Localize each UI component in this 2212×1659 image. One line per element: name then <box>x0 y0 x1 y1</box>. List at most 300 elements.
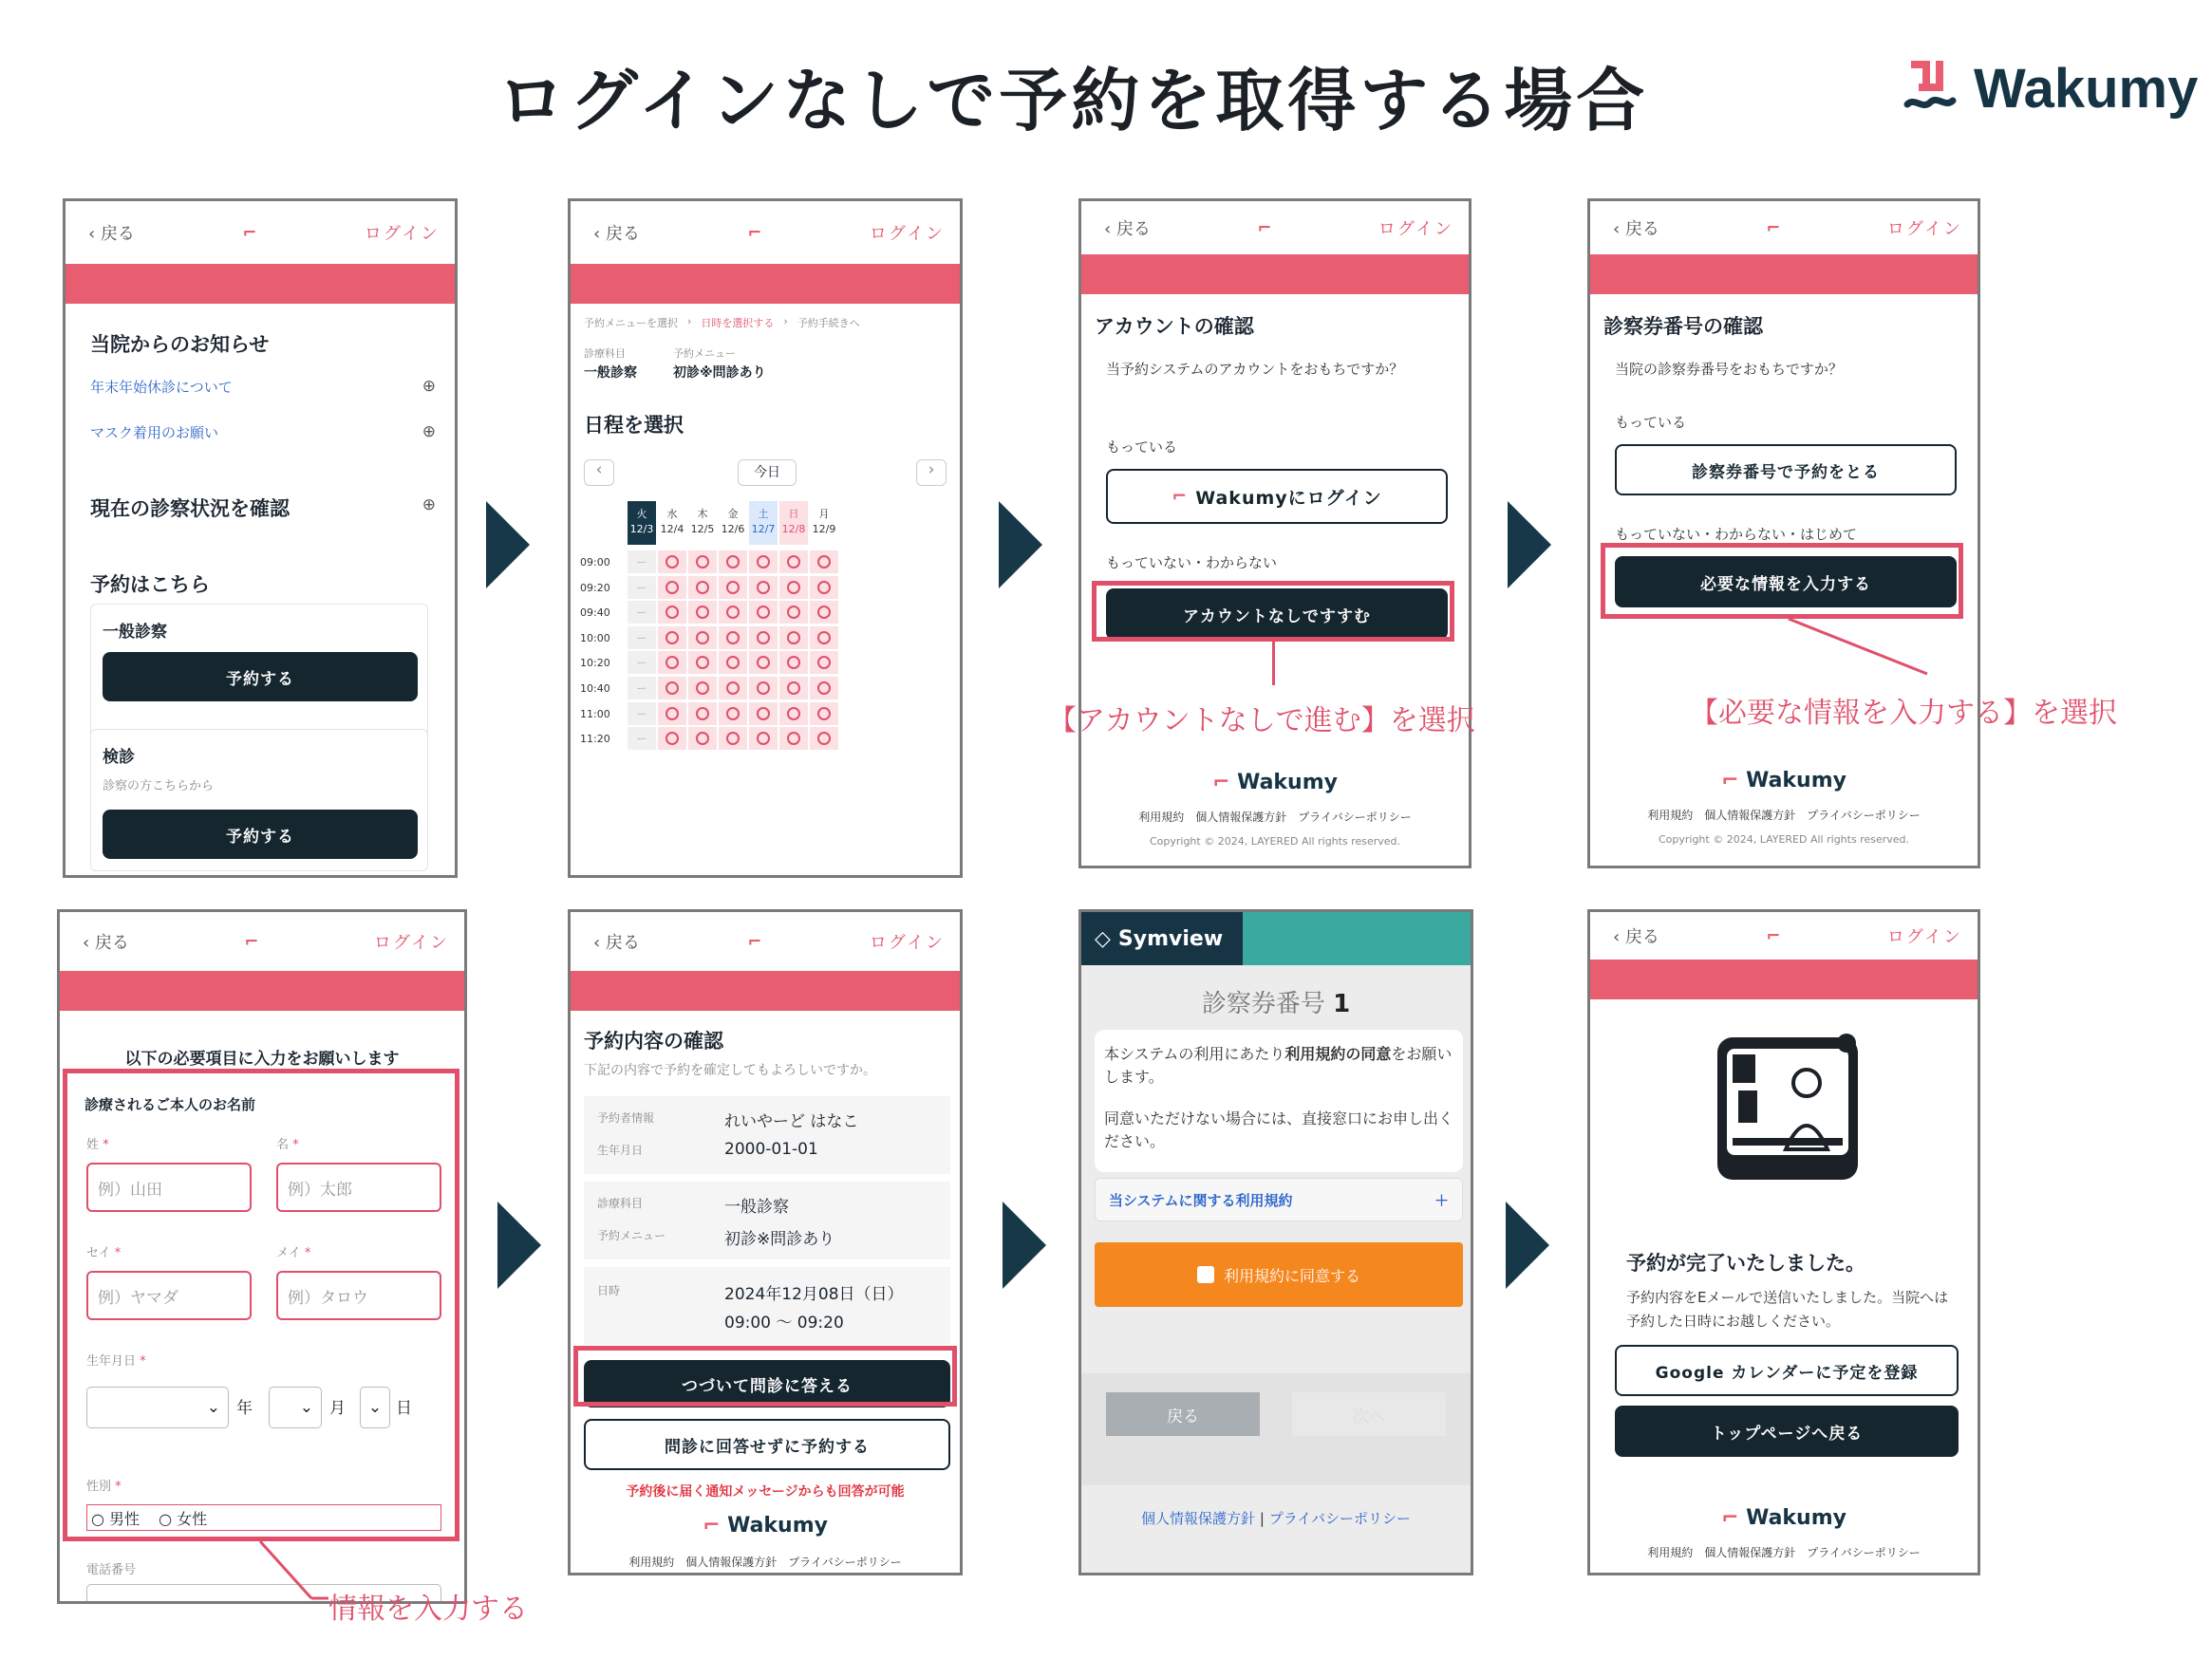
agree-checkbox-button[interactable] <box>1095 1242 1463 1307</box>
slot-available[interactable] <box>719 576 747 599</box>
footer-logo <box>571 1514 960 1538</box>
day-column-header <box>779 501 808 545</box>
wakumy-login-button[interactable] <box>1106 469 1448 524</box>
app-header <box>66 201 455 264</box>
slot-available[interactable] <box>688 626 717 649</box>
circle-icon <box>726 606 740 619</box>
summary-label: 予約メニュー <box>597 1229 666 1242</box>
callout-line <box>1272 642 1275 685</box>
copyright: Copyright © 2024, LAYERED All rights reserved. <box>1658 833 1910 846</box>
highlight-box <box>573 1346 957 1407</box>
have-label: もっている <box>1615 414 1687 431</box>
circle-icon <box>665 631 679 644</box>
account-question: 当予約システムのアカウントをおもちですか？ <box>1106 361 1404 378</box>
answer-questionnaire-button[interactable]: つづいて問診に答える <box>584 1360 950 1407</box>
circle-icon <box>757 555 770 569</box>
screen-schedule <box>568 198 963 878</box>
circle-icon <box>817 606 831 619</box>
date: 12/7 <box>751 523 776 535</box>
status-link[interactable]: 現在の診察状況を確認 <box>90 497 290 520</box>
circle-icon <box>696 681 709 695</box>
slot-closed: ー <box>628 626 656 649</box>
back-label: 戻る <box>605 933 640 953</box>
date: 12/5 <box>690 523 715 535</box>
card-question: 当院の診察券番号をおもちですか？ <box>1615 361 1843 378</box>
circle-icon <box>817 732 831 745</box>
login-link[interactable]: ログイン <box>373 933 449 953</box>
date: 12/4 <box>660 523 684 535</box>
flow-arrow <box>1003 1202 1046 1289</box>
circle-icon <box>726 555 740 569</box>
have-label: もっている <box>1106 438 1178 456</box>
slot-available[interactable] <box>810 601 838 624</box>
summary-value: 09:00 〜 09:20 <box>724 1314 844 1333</box>
circle-icon <box>787 707 800 720</box>
day-column-header <box>719 501 747 545</box>
notice-title: 当院からのお知らせ <box>90 333 270 356</box>
screen-home <box>63 198 458 878</box>
slot-available[interactable] <box>749 601 778 624</box>
slot-available[interactable] <box>749 702 778 725</box>
circle-icon <box>817 707 831 720</box>
menu-value: 初診※問診あり <box>673 365 766 381</box>
summary-value: 初診※問診あり <box>724 1230 835 1249</box>
wakumy-mark-icon: ⌐ <box>1766 217 1781 238</box>
nohave-label: もっていない・わからない <box>1106 554 1278 571</box>
account-heading: アカウントの確認 <box>1095 315 1254 338</box>
top-page-button[interactable]: トップページへ戻る <box>1615 1406 1959 1457</box>
card-heading: 診察券番号の確認 <box>1603 315 1763 338</box>
circle-icon <box>726 681 740 695</box>
back-link[interactable]: ‹ 戻る <box>593 933 640 953</box>
card-title: 検診 <box>103 748 135 767</box>
slot-available[interactable] <box>719 626 747 649</box>
app-header <box>60 912 464 971</box>
slot-available[interactable] <box>749 626 778 649</box>
footer-brand: Wakumy <box>727 1514 828 1538</box>
circle-icon <box>696 606 709 619</box>
slot-available[interactable] <box>719 550 747 573</box>
menu-card <box>90 729 428 871</box>
footer-logo <box>1590 1506 1978 1530</box>
day-column-header <box>658 501 686 545</box>
symview-header <box>1081 912 1471 965</box>
date: 12/9 <box>812 523 836 535</box>
login-link[interactable]: ログイン <box>1378 219 1453 239</box>
weekday: 金 <box>727 508 739 520</box>
checkbox-icon <box>1197 1266 1214 1283</box>
reserve-button[interactable]: 予約する <box>103 810 418 859</box>
screen-complete <box>1587 909 1980 1575</box>
slot-available[interactable] <box>688 601 717 624</box>
today-button[interactable]: 今日 <box>738 459 797 486</box>
slot-available[interactable] <box>719 651 747 674</box>
nohave-label: もっていない・わからない・はじめて <box>1615 526 1858 543</box>
screen-symview <box>1078 909 1473 1575</box>
next-button[interactable]: 次へ <box>1292 1392 1446 1436</box>
slot-available[interactable] <box>658 677 686 699</box>
copyright: Copyright © 2024, LAYERED All rights reserved. <box>1149 835 1401 848</box>
terms-accordion[interactable] <box>1095 1178 1463 1221</box>
field-label: 姓 * <box>86 1138 109 1152</box>
label-text: セイ <box>86 1246 111 1260</box>
menu-label: 予約メニュー <box>673 347 736 360</box>
login-link[interactable]: ログイン <box>1886 219 1962 239</box>
schedule-heading: 日程を選択 <box>584 414 684 437</box>
male-label: 男性 <box>109 1509 141 1528</box>
arrow-circle-icon: ⊕ <box>422 422 436 441</box>
notice-item[interactable]: 年末年始休診について <box>90 379 233 396</box>
circle-icon <box>726 707 740 720</box>
circle-icon <box>726 581 740 594</box>
slot-available[interactable] <box>749 550 778 573</box>
wakumy-mark-icon: ⌐ <box>747 222 762 243</box>
slot-available[interactable] <box>719 702 747 725</box>
slot-available[interactable] <box>779 651 808 674</box>
screen-account <box>1078 198 1472 868</box>
field-label: 名 * <box>276 1138 299 1152</box>
day-unit: 日 <box>396 1399 412 1418</box>
weekday: 日 <box>788 508 799 520</box>
form-section-title: 診療されるご本人のお名前 <box>84 1096 256 1113</box>
header-band <box>571 971 960 1011</box>
circle-icon <box>665 581 679 594</box>
confirm-sub: 下記の内容で予約を確定してもよろしいですか。 <box>584 1063 876 1078</box>
action-bar <box>1081 1373 1471 1485</box>
login-link[interactable]: ログイン <box>1886 927 1962 947</box>
header-band <box>571 264 960 304</box>
slot-available[interactable] <box>810 702 838 725</box>
prev-week-button[interactable]: ‹ <box>584 459 614 486</box>
slot-closed: ー <box>628 601 656 624</box>
flow-arrow <box>999 501 1042 588</box>
complete-heading: 予約が完了いたしました。 <box>1626 1252 1865 1275</box>
msg-text: 本システムの利用にあたり <box>1104 1045 1285 1063</box>
day-column-header <box>688 501 717 545</box>
footer-links[interactable]: 利用規約 個人情報保護方針 プライバシーポリシー <box>1647 809 1921 822</box>
header-band <box>60 971 464 1011</box>
back-label: 戻る <box>605 224 640 244</box>
kana-first-field[interactable]: 例）タロウ <box>276 1271 441 1320</box>
slot-available[interactable] <box>779 626 808 649</box>
symview-footer <box>1081 1508 1471 1528</box>
slot-available[interactable] <box>749 677 778 699</box>
date: 12/6 <box>721 523 745 535</box>
time-label: 09:20 <box>580 581 610 594</box>
circle-icon <box>757 707 770 720</box>
slot-available[interactable] <box>810 626 838 649</box>
circle-icon <box>817 656 831 669</box>
circle-icon <box>696 707 709 720</box>
complete-message: 予約内容をEメールで送信いたしました。当院へは予約した日時にお越しください。 <box>1626 1289 1949 1330</box>
reserve-button[interactable]: 予約する <box>103 652 418 701</box>
summary-value: れいやーど はなこ <box>724 1112 859 1131</box>
footer-logo <box>1081 771 1469 794</box>
back-link[interactable]: ‹ 戻る <box>88 224 135 244</box>
form-intro: 以下の必要項目に入力をお願いします <box>124 1050 400 1069</box>
back-link[interactable]: ‹ 戻る <box>83 933 129 953</box>
next-week-button[interactable]: › <box>916 459 947 486</box>
time-label: 11:00 <box>580 707 610 720</box>
back-label: 戻る <box>100 224 135 244</box>
circle-icon <box>757 606 770 619</box>
screen-confirm <box>568 909 963 1575</box>
circle-icon <box>817 555 831 569</box>
footer-links[interactable]: 利用規約 個人情報保護方針 プライバシーポリシー <box>1138 811 1412 824</box>
back-label: 戻る <box>94 933 129 953</box>
slot-available[interactable] <box>658 626 686 649</box>
date: 12/3 <box>629 523 654 535</box>
back-link[interactable]: ‹ 戻る <box>1613 927 1659 947</box>
slot-available[interactable] <box>688 576 717 599</box>
guest-continue-button[interactable]: アカウントなしですすむ <box>1106 588 1448 640</box>
summary-value: 2024年12月08日（日） <box>724 1285 904 1304</box>
app-header <box>1590 912 1978 960</box>
separator: | <box>1259 1510 1265 1527</box>
slot-available[interactable] <box>688 651 717 674</box>
symview-logo <box>1081 912 1243 965</box>
year-select[interactable]: ⌄ <box>86 1387 229 1428</box>
callout-line <box>1785 617 1937 680</box>
wakumy-logo-icon: ⌐ <box>1172 486 1189 507</box>
footer-links[interactable]: 利用規約 個人情報保護方針 プライバシーポリシー <box>1647 1546 1921 1559</box>
wakumy-mark-icon: ⌐ <box>1766 925 1781 946</box>
slot-closed: ー <box>628 550 656 573</box>
slot-available[interactable] <box>779 677 808 699</box>
back-button[interactable]: 戻る <box>1106 1392 1260 1436</box>
circle-icon <box>817 581 831 594</box>
wakumy-logo-icon: ⌐ <box>703 1514 728 1538</box>
circle-icon <box>787 581 800 594</box>
plus-icon: ＋ <box>1434 1191 1449 1209</box>
slot-available[interactable] <box>688 702 717 725</box>
brand-logo <box>1903 55 2198 121</box>
page-title: ログインなしで予約を取得する場合 <box>497 61 1649 140</box>
login-link[interactable]: ログイン <box>364 224 440 244</box>
slot-closed: ー <box>628 651 656 674</box>
google-calendar-button[interactable]: Google カレンダーに予定を登録 <box>1615 1345 1959 1396</box>
dept-value: 一般診察 <box>584 365 637 381</box>
slot-available[interactable] <box>779 601 808 624</box>
field-label: 生年月日 * <box>86 1354 146 1369</box>
slot-available[interactable] <box>779 576 808 599</box>
last-name-field[interactable]: 例）山田 <box>86 1163 252 1212</box>
wakumy-logo-icon: ⌐ <box>1721 1506 1747 1530</box>
time-label: 10:40 <box>580 682 610 695</box>
wakumy-mark-icon: ⌐ <box>244 931 259 952</box>
month-select[interactable]: ⌄ <box>269 1387 322 1428</box>
label-text: メイ <box>276 1246 301 1260</box>
footer-brand: Wakumy <box>1237 771 1338 794</box>
skip-questionnaire-button[interactable]: 問診に回答せずに予約する <box>584 1419 950 1470</box>
footer-brand: Wakumy <box>1746 769 1846 792</box>
circle-icon <box>696 732 709 745</box>
title-text: 診察券番号 <box>1201 990 1325 1018</box>
app-header <box>571 912 960 971</box>
circle-icon <box>665 681 679 695</box>
back-link[interactable]: ‹ 戻る <box>1104 219 1151 239</box>
login-link[interactable]: ログイン <box>869 224 945 244</box>
card-number-button[interactable]: 診察券番号で予約をとる <box>1615 444 1957 495</box>
slot-available[interactable] <box>658 727 686 750</box>
phone-label: 電話番号 <box>86 1563 137 1577</box>
circle-icon <box>787 732 800 745</box>
slot-available[interactable] <box>658 576 686 599</box>
weekday: 月 <box>818 508 830 520</box>
weekday: 土 <box>758 508 769 520</box>
app-header <box>571 201 960 264</box>
slot-available[interactable] <box>658 651 686 674</box>
circle-icon <box>726 732 740 745</box>
slot-available[interactable] <box>688 550 717 573</box>
summary-block <box>584 1267 950 1345</box>
symview-logo-icon: ◇ <box>1095 926 1111 951</box>
slot-available[interactable] <box>658 601 686 624</box>
circle-icon <box>665 707 679 720</box>
flow-arrow <box>1506 1202 1549 1289</box>
callout-text: 【必要な情報を入力する】を選択 <box>1690 697 2117 730</box>
time-label: 09:00 <box>580 556 610 569</box>
slot-available[interactable] <box>810 550 838 573</box>
slot-available[interactable] <box>810 677 838 699</box>
flow-arrow <box>497 1202 541 1289</box>
highlight-box <box>63 1069 459 1541</box>
login-link[interactable]: ログイン <box>869 933 945 953</box>
header-band <box>1081 254 1469 294</box>
weekday: 木 <box>697 508 708 520</box>
time-label: 10:20 <box>580 657 610 670</box>
slot-closed: ー <box>628 702 656 725</box>
wakumy-mark-icon: ⌐ <box>747 931 762 952</box>
circle-icon <box>757 732 770 745</box>
msg-text: をお願いします。 <box>1104 1045 1453 1086</box>
app-header <box>1081 201 1469 254</box>
flow-arrow <box>486 501 530 588</box>
policy-link[interactable]: プライバシーポリシー <box>1268 1510 1411 1527</box>
slot-available[interactable] <box>719 727 747 750</box>
summary-block <box>584 1182 950 1259</box>
callout-line <box>256 1539 332 1606</box>
summary-label: 生年月日 <box>597 1144 644 1157</box>
day-select[interactable]: ⌄ <box>360 1387 390 1428</box>
first-name-field[interactable]: 例）太郎 <box>276 1163 441 1212</box>
slot-available[interactable] <box>688 677 717 699</box>
breadcrumb: 予約メニューを選択 › 日時を選択する › 予約手続きへ <box>584 315 860 329</box>
summary-value: 2000-01-01 <box>724 1140 818 1159</box>
terms-label: 当システムに関する利用規約 <box>1109 1191 1293 1209</box>
circle-icon <box>726 656 740 669</box>
slot-available[interactable] <box>779 702 808 725</box>
slot-available[interactable] <box>688 727 717 750</box>
circle-icon <box>787 555 800 569</box>
slot-closed: ー <box>628 576 656 599</box>
highlight-box <box>1092 581 1454 642</box>
field-label: 性別 * <box>86 1480 122 1494</box>
circle-icon <box>817 631 831 644</box>
doctor-illustration-icon <box>1714 1028 1862 1185</box>
field-label: メイ * <box>276 1246 311 1260</box>
weekday: 火 <box>636 508 647 520</box>
slot-available[interactable] <box>719 601 747 624</box>
slot-available[interactable] <box>810 576 838 599</box>
wakumy-logo-icon: ⌐ <box>1212 771 1238 794</box>
footer-links[interactable]: 利用規約 個人情報保護方針 プライバシーポリシー <box>628 1556 902 1569</box>
login-btn-label: Wakumyにログイン <box>1195 487 1382 509</box>
day-column-header <box>810 501 838 545</box>
circle-icon <box>757 656 770 669</box>
slot-available[interactable] <box>810 651 838 674</box>
circle-icon <box>787 681 800 695</box>
day-column-header <box>628 501 656 545</box>
slot-available[interactable] <box>810 727 838 750</box>
year-unit: 年 <box>236 1399 253 1418</box>
crumb-current: 日時を選択する <box>701 317 775 329</box>
field-label: セイ * <box>86 1246 122 1260</box>
back-label: 戻る <box>1115 219 1151 239</box>
slot-available[interactable] <box>719 677 747 699</box>
wakumy-logo-icon: ⌐ <box>1721 769 1747 792</box>
circle-icon <box>787 631 800 644</box>
slot-available[interactable] <box>749 651 778 674</box>
msg-text: 同意いただけない場合には、直接窓口にお申し出ください。 <box>1104 1109 1454 1150</box>
circle-icon <box>665 656 679 669</box>
back-label: 戻る <box>1624 219 1659 239</box>
header-band <box>1590 254 1978 294</box>
slot-closed: ー <box>628 727 656 750</box>
header-band <box>1590 960 1978 999</box>
header-band <box>66 264 455 304</box>
slot-available[interactable] <box>749 576 778 599</box>
summary-value: 一般診察 <box>724 1198 789 1217</box>
circle-icon <box>696 555 709 569</box>
slot-available[interactable] <box>779 727 808 750</box>
reserve-title: 予約はこちら <box>90 573 210 596</box>
back-link[interactable]: ‹ 戻る <box>593 224 640 244</box>
questionnaire-note: 予約後に届く通知メッセージからも回答が可能 <box>626 1484 905 1500</box>
female-label: 女性 <box>177 1509 208 1528</box>
male-radio[interactable]: ○ 男性 <box>91 1509 141 1528</box>
slot-available[interactable] <box>658 550 686 573</box>
app-header <box>1590 201 1978 254</box>
female-radio[interactable]: ○ 女性 <box>159 1509 208 1528</box>
time-label: 10:00 <box>580 631 610 644</box>
agree-label: 利用規約に同意する <box>1223 1266 1360 1285</box>
slot-available[interactable] <box>749 727 778 750</box>
crumb[interactable]: 予約メニューを選択 <box>584 317 678 329</box>
slot-available[interactable] <box>779 550 808 573</box>
circle-icon <box>787 606 800 619</box>
kana-last-field[interactable]: 例）ヤマダ <box>86 1271 252 1320</box>
circle-icon <box>787 656 800 669</box>
circle-icon <box>757 581 770 594</box>
label-text: 生年月日 <box>86 1354 137 1369</box>
back-link[interactable]: ‹ 戻る <box>1613 219 1659 239</box>
privacy-link[interactable]: 個人情報保護方針 <box>1141 1510 1256 1527</box>
footer-logo <box>1590 769 1978 792</box>
crumb: 予約手続きへ <box>797 317 860 329</box>
weekday: 水 <box>666 508 678 520</box>
slot-available[interactable] <box>658 702 686 725</box>
circle-icon <box>726 631 740 644</box>
circle-icon <box>757 631 770 644</box>
msg-bold: 利用規約の同意 <box>1284 1045 1392 1063</box>
enter-info-button[interactable]: 必要な情報を入力する <box>1615 556 1957 607</box>
brand-name: Wakumy <box>1974 57 2199 120</box>
circle-icon <box>665 555 679 569</box>
summary-label: 日時 <box>597 1284 621 1297</box>
notice-item[interactable]: マスク着用のお願い <box>90 424 219 441</box>
circle-icon <box>665 732 679 745</box>
